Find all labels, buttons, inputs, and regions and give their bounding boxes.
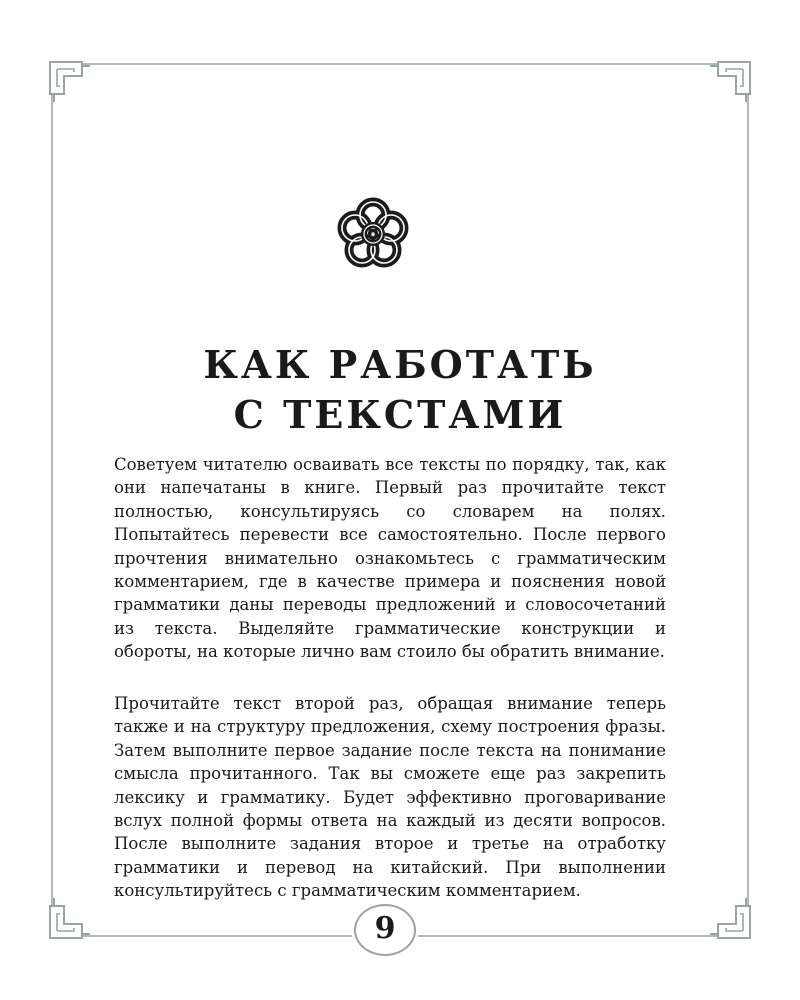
page-title-line-1: КАК РАБОТАТЬ [203, 342, 597, 387]
page-title-line-2: С ТЕКСТАМИ [233, 392, 567, 437]
frame-corner-bottom-left-icon [50, 898, 90, 938]
frame-corner-top-left-icon [50, 62, 90, 102]
frame-corner-top-right-icon [710, 62, 750, 102]
body-paragraph-2: Прочитайте текст второй раз, обращая внимание теперь также и на структуру предложения, схему построения фразы. Затем выполните первое задание после текста на понимание смысла прочитанного. Так вы сможете еще раз закрепить лексику и грамматику. Будет эффективно проговаривание вслух полной формы ответа на каждый из десяти вопросов. После выполните задания второе и третье на отработку грамматики и перевод на китайский. При выполнении консультируйтесь с грамматическим комментарием. [114, 694, 666, 901]
chinese-knot-icon [335, 196, 411, 272]
page-number: 9 [354, 904, 416, 956]
body-paragraph-1: Советуем читателю осваивать все тексты по порядку, так, как они напечатаны в книге. Первый раз прочитайте текст полностью, консультируясь со словарем на полях. Попытайтесь перевести все самостоятельно. После первого прочтения внимательно ознакомьтесь с грамматическим комментарием, где в качестве примера и пояснения новой грамматики даны переводы предложений и словосочетаний из текста. Выделяйте грамматические конструкции и обороты, на которые лично вам стоило бы обратить внимание. [114, 455, 666, 662]
frame-corner-bottom-right-icon [710, 898, 750, 938]
